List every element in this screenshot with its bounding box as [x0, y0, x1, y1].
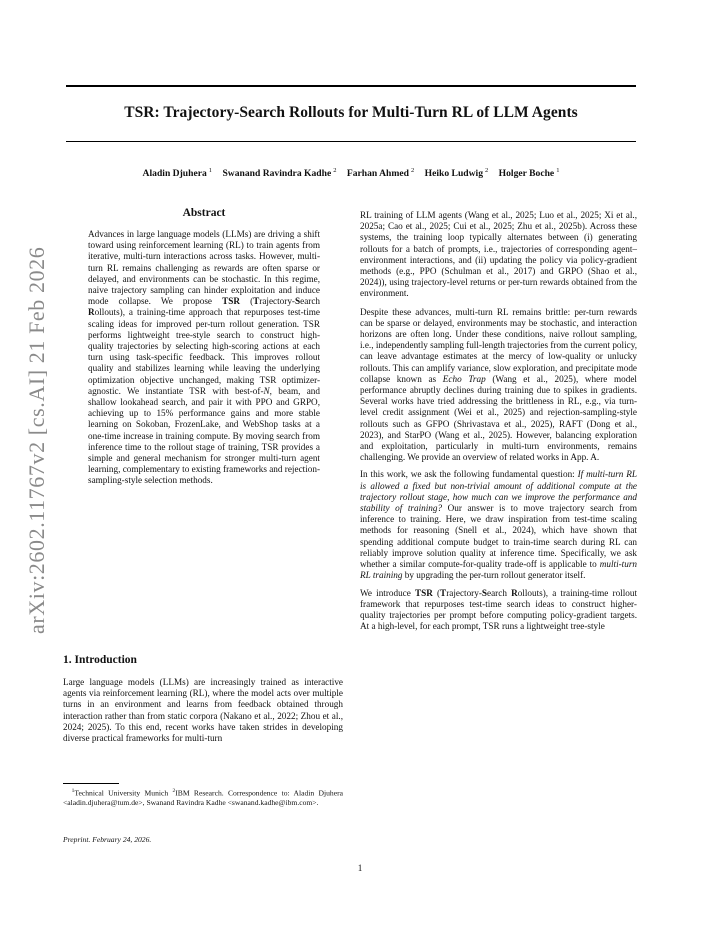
author-list [66, 167, 636, 179]
paragraph: RL training of LLM agents (Wang et al., 2025; Luo et al., 2025; Xi et al., 2025a; Cao et al., 2025; Cui et al., 2025; Zhu et al., 2025b). Across these systems, the training loop typically alternates between (i) generating rollouts for a batch of prompts, i.e., trajectories of corresponding agent–environment interactions, and (ii) updating the policy via policy-gradient methods (e.g., PPO (Schulman et al., 2017) and GRPO (Shao et al., 2024)), using trajectory-level returns or per-turn rewards obtained from the environment. [360, 210, 637, 299]
section-heading-introduction: 1. Introduction [63, 654, 137, 666]
arxiv-watermark: arXiv:2602.11767v2 [cs.AI] 21 Feb 2026 [24, 246, 49, 634]
author: Aladin Djuhera $^1$ [142, 167, 213, 180]
paragraph: In this work, we ask the following fundamental question: If multi-turn RL is allowed a fixed but non-trivial amount of additional compute at the trajectory rollout stage, how much can we improve the performance and stability of training? Our answer is to move trajectory search from inference to training. Here, we draw inspiration from test-time scaling methods for reasoning (Snell et al., 2024), which have shown that spending additional compute budget to train-time search during RL can reliably improve solution quality at inference time. Specifically, we ask whether a similar compute-for-quality trade-off is applicable to multi-turn RL training by upgrading the per-turn rollout generator itself. [360, 469, 638, 581]
title-bottom-rule [66, 141, 636, 142]
abstract-body: Advances in large language models (LLMs) are driving a shift toward using reinforcement learning (RL) to train agents from iterative, multi-turn interactions across tasks. However, multi-turn RL remains challenging as rewards are often sparse or delayed, and environments can be stochastic. In this regime, naive trajectory sampling can hinder exploitation and induce mode collapse. We propose TSR (Trajectory-Search Rollouts), a training-time approach that repurposes test-time scaling ideas for improved per-turn rollout generation. TSR performs lightweight tree-style search to construct high-quality trajectories by selecting high-scoring actions at each turn using task-specific feedback. This improves rollout quality and stabilizes learning while leaving the underlying optimization objective unchanged, making TSR optimizer-agnostic. We instantiate TSR with best-of-N, beam, and shallow lookahead search, and pair it with PPO and GRPO, achieving up to 15% performance gains and more stable learning on Sokoban, FrozenLake, and WebShop tasks at a one-time increase in training compute. By moving search from inference time to the rollout stage of training, TSR provides a simple and general mechanism for stronger multi-turn agent learning, complementary to existing frameworks and rejection-sampling-style selection methods. [88, 229, 321, 486]
author: Swanand Ravindra Kadhe $^2$ [222, 167, 337, 180]
preprint-note: Preprint. February 24, 2026. [63, 835, 152, 844]
page-number: 1 [357, 863, 363, 873]
abstract-heading: Abstract [182, 207, 226, 219]
right-column [360, 210, 637, 638]
title-top-rule [66, 85, 636, 87]
paper-title: TSR: Trajectory-Search Rollouts for Multi-Turn RL of LLM Agents [124, 104, 578, 121]
author: Heiko Ludwig $^2$ [424, 167, 489, 180]
author: Holger Boche $^1$ [498, 167, 560, 180]
paragraph: We introduce TSR (Trajectory-Search Rollouts), a training-time rollout framework that repurposes test-time search ideas to construct higher-quality trajectories per prompt before computing policy-gradient targets. At a high-level, for each prompt, TSR runs a lightweight tree-style [360, 587, 638, 632]
author: Farhan Ahmed $^2$ [346, 167, 415, 180]
affiliation-footnote: $^1$Technical University Munich $^2$IBM Research. Correspondence to: Aladin Djuhera <aladin.djuhera@tum.de>, Swanand Ravindra Kadhe <swanand.kadhe@ibm.com>. [63, 788, 344, 807]
introduction-paragraph: Large language models (LLMs) are increasingly trained as interactive agents via reinforcement learning (RL), where the model acts over multiple turns in an environment and learns from feedback obtained through interaction rather than from static corpora (Nakano et al., 2022; Zhou et al., 2024; 2025). To this end, recent works have taken strides in developing diverse practical frameworks for multi-turn [63, 677, 343, 744]
paragraph: Despite these advances, multi-turn RL remains brittle: per-turn rewards can be sparse or delayed, environments may be stochastic, and interaction horizons are often long. Under these conditions, naive rollout sampling, i.e., independently sampling full-length trajectories from the current policy, can leave advantage estimates at the mercy of low-quality or unlucky rollouts. This can amplify variance, slow exploration, and precipitate mode collapse known as Echo Trap (Wang et al., 2025), where model performance abruptly declines during training due to spikes in gradients. Several works have tried addressing the brittleness in RL, e.g., via turn-level credit assignment (Wei et al., 2025) and rejection-sampling-style rollouts such as GFPO (Shrivastava et al., 2025), RAFT (Dong et al., 2023), and StarPO (Wang et al., 2025). However, balancing exploration and exploitation, particularly in multi-turn environments, remains challenging. We provide an overview of related works in App. A. [360, 306, 637, 463]
footnote-rule [63, 783, 119, 784]
